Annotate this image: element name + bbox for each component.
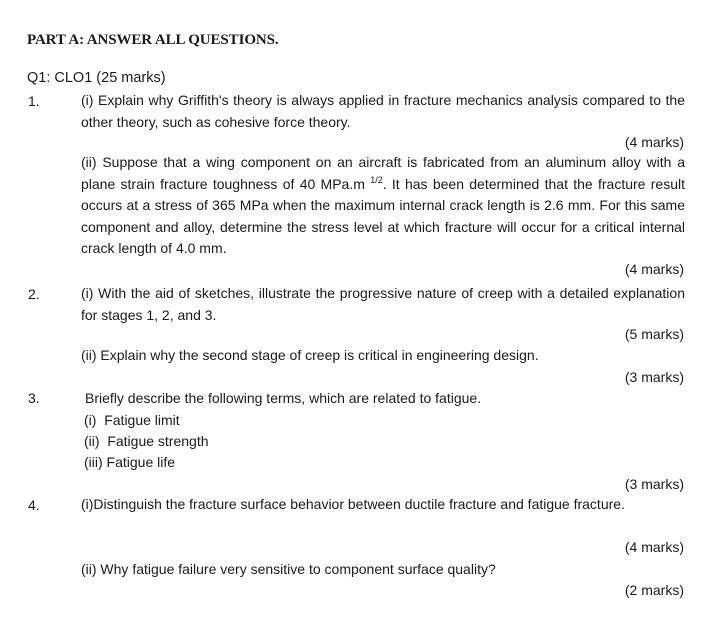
marks-label: (4 marks)	[624, 539, 684, 555]
question-text: (i)Distinguish the fracture surface behavior between ductile fracture and fatigue fracture.	[81, 496, 625, 512]
question-text-part: (ii) Suppose that a wing component on an aircraft is fabricated from an aluminum alloy with a plane strain fracture toughness of 40 MPa.m	[81, 154, 685, 192]
question-text: (i) With the aid of sketches, illustrate the progressive nature of creep with a detailed explanation for stages 1, 2, and 3.	[81, 285, 685, 323]
question-text	[81, 152, 685, 260]
question-text: (ii) Explain why the second stage of creep is critical in engineering design.	[81, 347, 539, 363]
item-number: 1.	[28, 93, 40, 109]
question-text: Briefly describe the following terms, which are related to fatigue.	[85, 390, 482, 406]
marks-label: (3 marks)	[624, 476, 684, 492]
item-number: 3.	[28, 390, 40, 406]
question-text: (i) Explain why Griffith's theory is always applied in fracture mechanics analysis compared to the other theory, such as cohesive force theory.	[81, 92, 685, 130]
marks-label: (4 marks)	[624, 134, 684, 150]
question-text-part: . It has been determined that the fracture result occurs at a stress of 365 MPa when the maximum internal crack length is 2.6 mm. For this same component and alloy, determine the stress level at which fracture will occur for a critical internal crack length of 4.0 mm.	[81, 175, 685, 256]
term-item: (iii) Fatigue life	[84, 454, 176, 470]
item-number: 2.	[28, 286, 40, 302]
marks-label: (5 marks)	[624, 326, 684, 342]
marks-label: (2 marks)	[624, 582, 684, 598]
marks-label: (3 marks)	[624, 369, 684, 385]
question-text: (ii) Why fatigue failure very sensitive to component surface quality?	[81, 561, 496, 577]
item-number: 4.	[28, 497, 40, 513]
question-heading: Q1: CLO1 (25 marks)	[27, 70, 166, 86]
part-heading: PART A: ANSWER ALL QUESTIONS.	[27, 32, 279, 48]
term-item: (ii) Fatigue strength	[84, 433, 209, 449]
term-item: (i) Fatigue limit	[84, 412, 180, 428]
superscript: 1/2	[370, 174, 383, 185]
marks-label: (4 marks)	[624, 261, 684, 277]
